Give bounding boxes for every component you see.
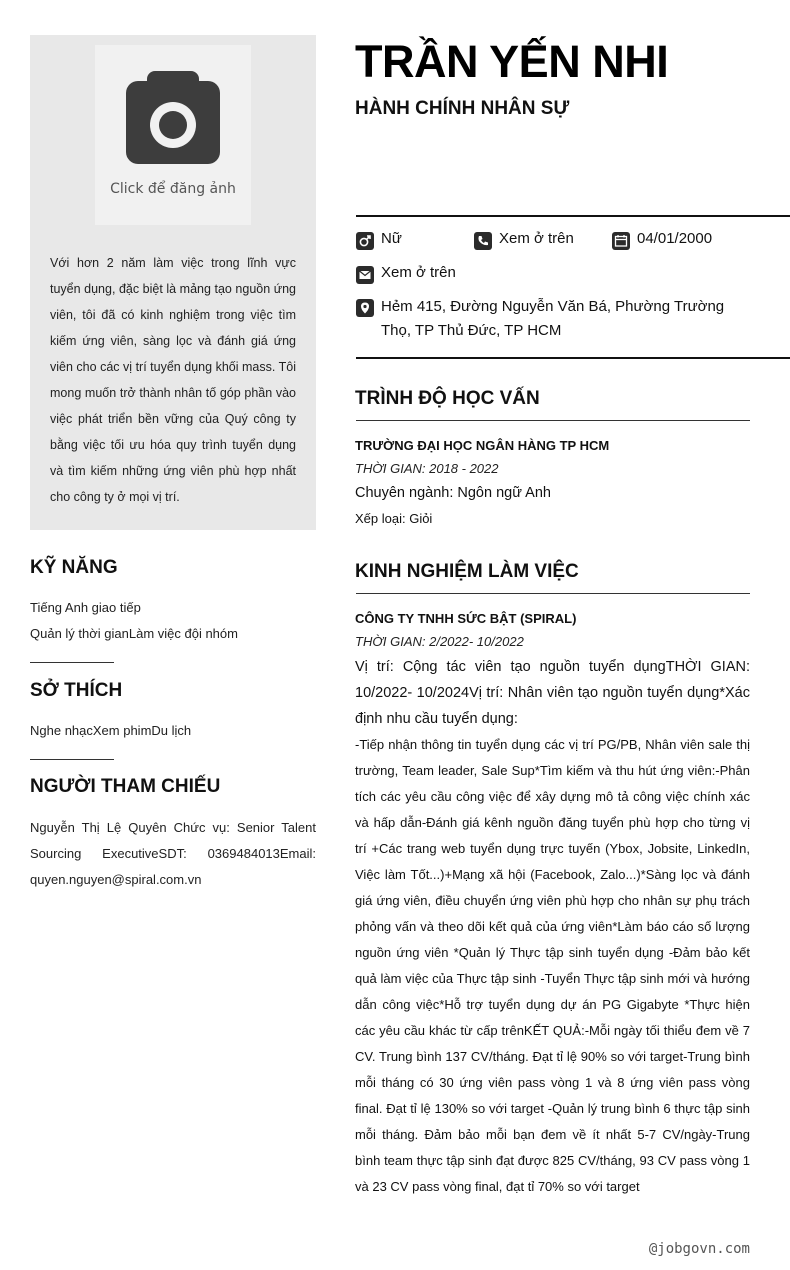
birthday-field xyxy=(612,230,712,250)
camera-icon xyxy=(126,71,220,165)
education-major: Chuyên ngành: Ngôn ngữ Anh xyxy=(355,485,551,501)
section-divider xyxy=(30,662,114,663)
experience-time: THỜI GIAN: 2/2022- 10/2022 xyxy=(355,634,524,649)
watermark: @jobgovn.com xyxy=(648,1241,750,1257)
school-name: TRƯỜNG ĐẠI HỌC NGÂN HÀNG TP HCM xyxy=(355,438,610,453)
references-title: NGƯỜI THAM CHIẾU xyxy=(30,776,221,797)
education-time: THỜI GIAN: 2018 - 2022 xyxy=(355,461,499,476)
email-value: Xem ở trên xyxy=(381,264,456,281)
phone-field xyxy=(474,230,574,250)
education-title: TRÌNH ĐỘ HỌC VẤN xyxy=(355,388,540,409)
career-summary: Với hơn 2 năm làm việc trong lĩnh vực tuyển dụng, đặc biệt là mảng tạo nguồn ứng viên, tôi đã có kinh nghiệm trong việc tìm kiếm ứng viên, sàng lọc và đánh giá ứng viên cho các vị trí tuyển dụng khối mass. Tôi mong muốn trở thành nhân tố góp phần vào việc phát triển bền vững của Quý công ty bằng việc tối ưu hóa quy trình tuyển dụng và tìm kiếm những ứng viên phù hợp nhất cho công ty ở mọi vị trí. xyxy=(50,256,296,504)
full-name: TRẦN YẾN NHI xyxy=(355,36,669,87)
gender-field xyxy=(356,230,402,250)
photo-upload[interactable] xyxy=(95,45,251,225)
job-title: HÀNH CHÍNH NHÂN SỰ xyxy=(355,98,570,119)
skill-item: Tiếng Anh giao tiếp xyxy=(30,600,141,615)
skill-item: Quản lý thời gianLàm việc đội nhóm xyxy=(30,626,238,641)
education-rank: Xếp loại: Giỏi xyxy=(355,511,433,526)
location-pin-icon xyxy=(356,299,374,317)
photo-caption: Click để đăng ảnh xyxy=(110,181,236,197)
experience-duties: -Tiếp nhận thông tin tuyển dụng các vị trí PG/PB, Nhân viên sale thị trường, Team leader, Sale Sup*Tìm kiếm và thu hút ứng viên:-Phân tích các yêu cầu công việc để xây dựng mô tả công việc chính xác và hấp dẫn-Đánh giá kênh nguồn đăng tuyển phù hợp cho từng vị trí +Các trang web tuyển dụng trực tuyến (Ybox, Jobsite, LinkedIn, Việc làm Tốt...)+Mạng xã hội (Facebook, Zalo...)*Sàng lọc và đánh giá ứng viên, điều chuyển ứng viên phù hợp cho nhân sự phụ trách phỏng vấn và theo dõi kết quả của ứng viên*Làm báo cáo số lượng nguồn ứng viên *Quản lý Thực tập sinh tuyển dụng -Đảm bảo kết quả làm việc của Thực tập sinh -Tuyển Thực tập sinh mới và hướng dẫn công việc*Hỗ trợ tuyển dụng dự án PG Gigabyte *Thực hiện các yêu cầu khác từ cấp trênKẾT QUẢ:-Mỗi ngày tối thiểu đem về 7 CV. Trung bình 137 CV/tháng. Đạt tỉ lệ 90% so với target-Trung bình mỗi tháng có 30 ứng viên pass vòng 1 và 8 ứng viên pass vòng final. Đạt tỉ lệ 130% so với target -Quản lý trung bình 6 thực tập sinh mỗi tháng. Đảm bảo mỗi bạn đem về ít nhất 5-7 CV/ngày-Trung bình team thực tập sinh đạt được 825 CV/tháng, 93 CV pass vòng 1 và 23 CV pass vòng final, đạt tỉ 70% so với target xyxy=(355,737,750,1194)
gender-icon xyxy=(356,232,374,250)
gender-value: Nữ xyxy=(381,230,402,247)
company-name: CÔNG TY TNHH SỨC BẬT (SPIRAL) xyxy=(355,611,577,626)
references-text: Nguyễn Thị Lệ Quyên Chức vụ: Senior Talent Sourcing ExecutiveSDT: 0369484013Email: quyen.nguyen@spiral.com.vn xyxy=(30,820,316,887)
hobbies-text: Nghe nhạcXem phimDu lịch xyxy=(30,723,192,738)
header-divider xyxy=(356,215,790,217)
profile-panel xyxy=(30,35,316,530)
hobbies-title: SỞ THÍCH xyxy=(30,680,123,701)
calendar-icon xyxy=(612,232,630,250)
address-field xyxy=(356,295,741,343)
education-rule xyxy=(356,420,750,421)
contact-divider xyxy=(356,357,790,359)
skills-title: KỸ NĂNG xyxy=(30,557,118,578)
address-value: Hẻm 415, Đường Nguyễn Văn Bá, Phường Trường Thọ, TP Thủ Đức, TP HCM xyxy=(381,298,725,339)
phone-value: Xem ở trên xyxy=(499,230,574,247)
birthday-value: 04/01/2000 xyxy=(637,230,713,247)
experience-rule xyxy=(356,593,750,594)
section-divider xyxy=(30,759,114,760)
phone-icon xyxy=(474,232,492,250)
experience-title: KINH NGHIỆM LÀM VIỆC xyxy=(355,561,579,582)
mail-icon xyxy=(356,266,374,284)
experience-position: Vị trí: Cộng tác viên tạo nguồn tuyển dụngTHỜI GIAN: 10/2022- 10/2024Vị trí: Nhân viên tạo nguồn tuyển dụng*Xác định nhu cầu tuyển dụng: xyxy=(355,659,750,727)
email-field xyxy=(356,264,456,284)
